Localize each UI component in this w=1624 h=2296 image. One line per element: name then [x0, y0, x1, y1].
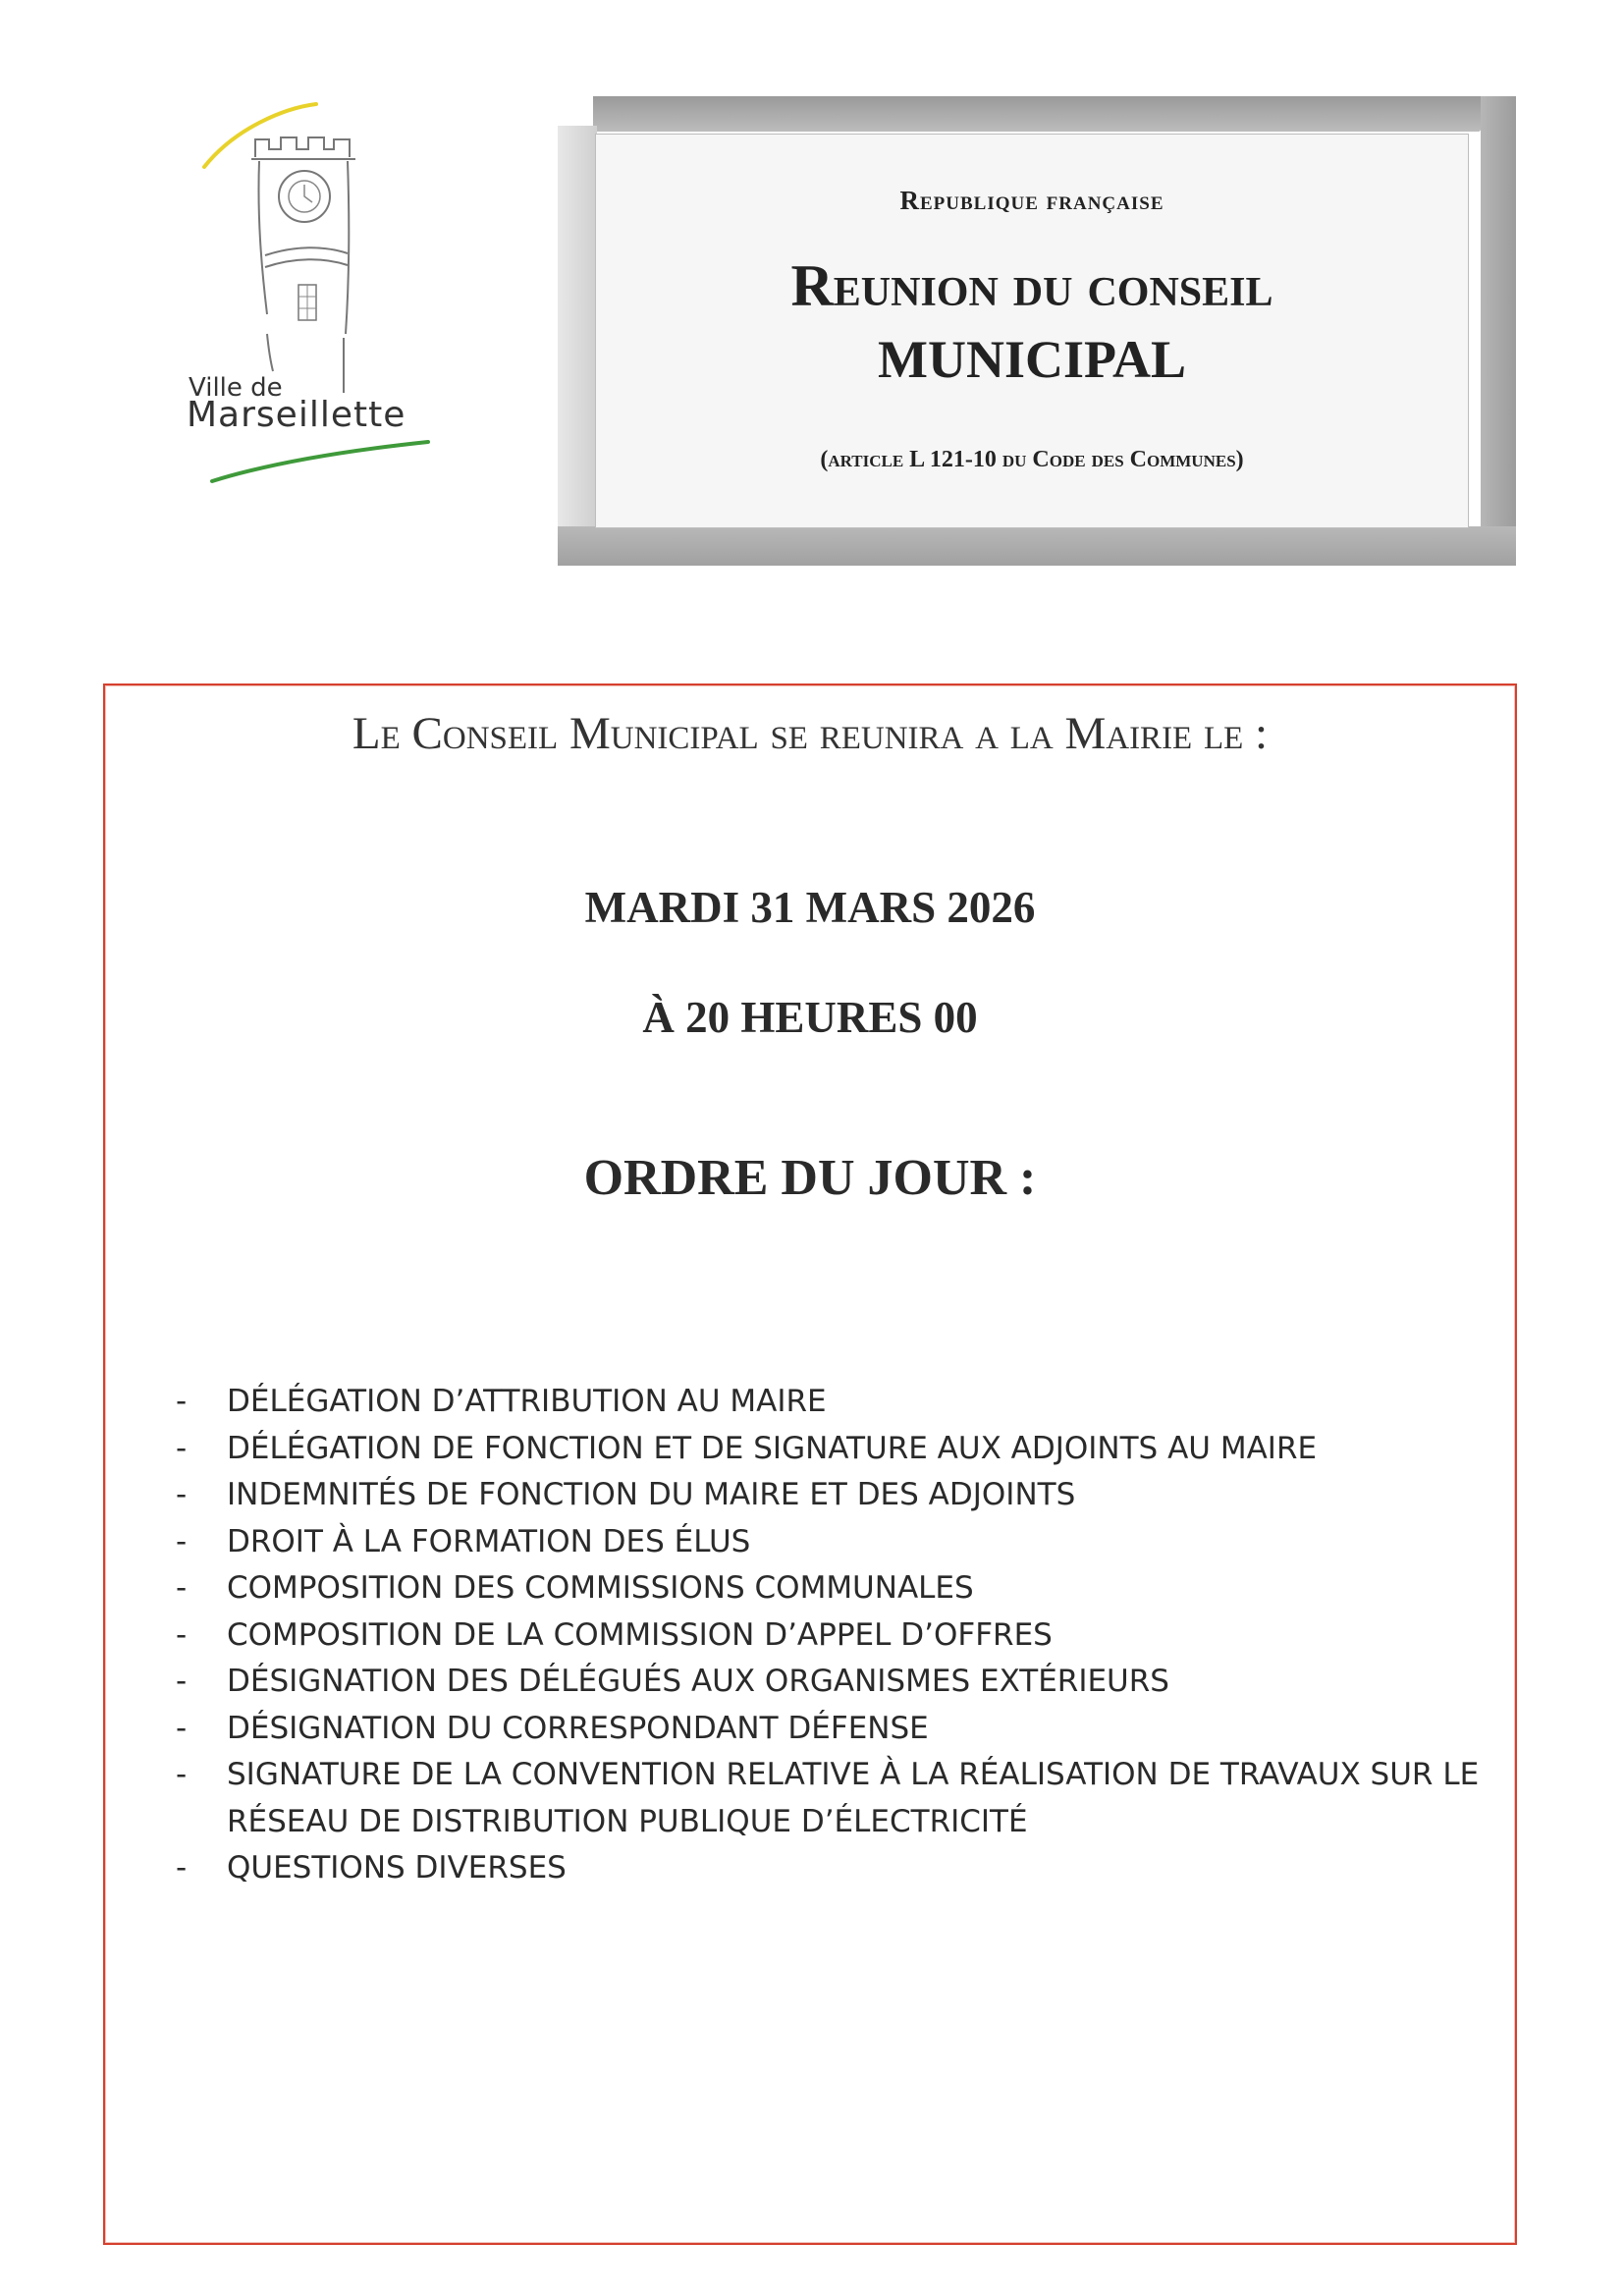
agenda-list: [176, 1379, 1511, 1892]
intro-text: Le Conseil Municipal se reunira a la Mairie le :: [352, 708, 1269, 759]
agenda-bullet: -: [176, 1384, 188, 1419]
agenda-item: [176, 1659, 1511, 1706]
header-panel: [595, 134, 1469, 528]
republic-label: Republique française: [899, 186, 1164, 215]
logo-prefix: Ville de: [189, 373, 283, 403]
agenda-item-text: DÉLÉGATION D’ATTRIBUTION AU MAIRE: [227, 1384, 827, 1419]
tower-icon: [187, 98, 442, 501]
meeting-date: MARDI 31 MARS 2026: [584, 883, 1036, 932]
logo-town-name: Marseillette: [187, 395, 406, 435]
agenda-item: [176, 1472, 1511, 1519]
agenda-item: [176, 1752, 1511, 1845]
agenda-item-text: DÉSIGNATION DES DÉLÉGUÉS AUX ORGANISMES EXTÉRIEURS: [227, 1664, 1169, 1699]
agenda-bullet: -: [176, 1570, 188, 1606]
header-box: [558, 96, 1516, 566]
meeting-title-line2: MUNICIPAL: [878, 330, 1186, 389]
agenda-item-text: QUESTIONS DIVERSES: [227, 1850, 567, 1886]
meeting-title-line1: Reunion du conseil: [790, 253, 1273, 318]
meeting-time: À 20 HEURES 00: [642, 993, 978, 1042]
legal-article-reference: (article L 121-10 du Code des Communes): [820, 447, 1244, 472]
agenda-item: [176, 1565, 1511, 1613]
agenda-item: [176, 1845, 1511, 1892]
agenda-title: ORDRE DU JOUR :: [583, 1150, 1037, 1206]
agenda-item-text: COMPOSITION DES COMMISSIONS COMMUNALES: [227, 1570, 974, 1606]
header-frame-bottom: [558, 526, 1516, 566]
header-frame-left: [558, 126, 597, 566]
agenda-item-text: INDEMNITÉS DE FONCTION DU MAIRE ET DES ADJOINTS: [227, 1477, 1076, 1512]
agenda-item-text: DÉLÉGATION DE FONCTION ET DE SIGNATURE AUX ADJOINTS AU MAIRE: [227, 1430, 1318, 1466]
agenda-item: [176, 1613, 1511, 1660]
agenda-bullet: -: [176, 1757, 188, 1792]
agenda-item-text: DROIT À LA FORMATION DES ÉLUS: [227, 1523, 751, 1559]
agenda-item-text: DÉSIGNATION DU CORRESPONDANT DÉFENSE: [227, 1710, 929, 1746]
agenda-bullet: -: [176, 1430, 188, 1466]
header-frame-top: [593, 96, 1516, 132]
town-logo: [187, 98, 442, 501]
agenda-bullet: -: [176, 1664, 188, 1699]
agenda-bullet: -: [176, 1523, 188, 1559]
agenda-bullet: -: [176, 1710, 188, 1746]
header-frame-right: [1481, 96, 1516, 566]
agenda-item: [176, 1706, 1511, 1753]
agenda-bullet: -: [176, 1850, 188, 1886]
agenda-bullet: -: [176, 1477, 188, 1512]
notice-frame: [103, 683, 1517, 2245]
agenda-item-text: SIGNATURE DE LA CONVENTION RELATIVE À LA RÉALISATION DE TRAVAUX SUR LE RÉSEAU DE DISTRIBUTION PUBLIQUE D’ÉLECTRICITÉ: [227, 1757, 1480, 1839]
agenda-bullet: -: [176, 1616, 188, 1653]
agenda-item: [176, 1519, 1511, 1566]
agenda-item: [176, 1426, 1511, 1473]
agenda-item: [176, 1379, 1511, 1426]
agenda-item-text: COMPOSITION DE LA COMMISSION D’APPEL D’OFFRES: [227, 1616, 1053, 1653]
